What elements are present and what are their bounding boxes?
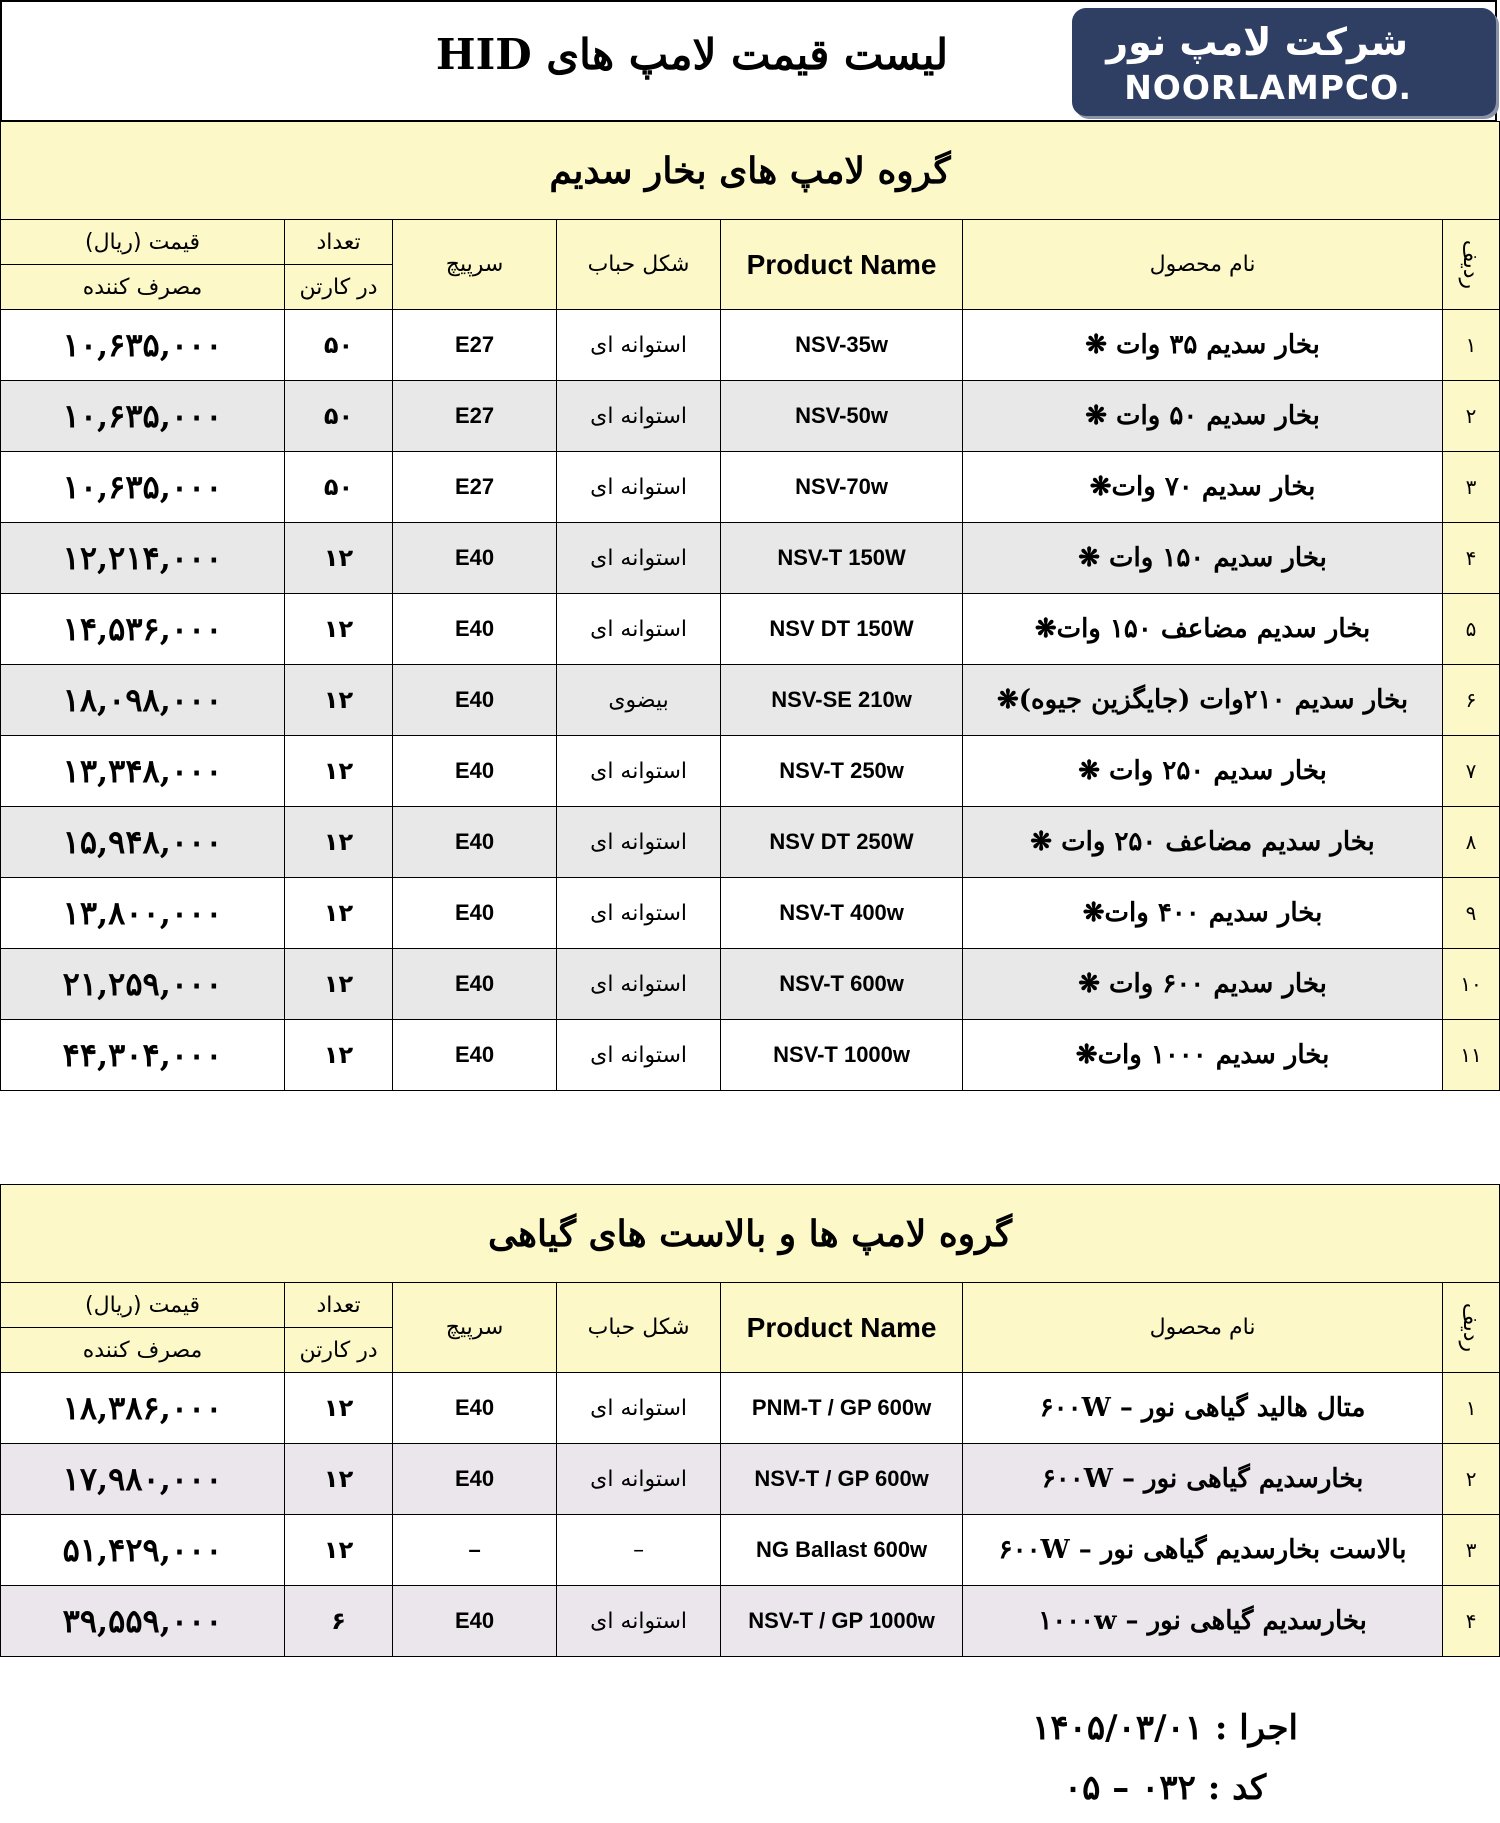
row-number: ۲ (1443, 1444, 1500, 1515)
table-row (1, 452, 1500, 523)
product-name-en: PNM-T / GP 600w (721, 1373, 963, 1444)
bulb-shape: استوانه ای (557, 1373, 721, 1444)
group-title: گروه لامپ های بخار سدیم (1, 122, 1500, 220)
base-type: – (393, 1515, 557, 1586)
carton-qty: ۱۲ (285, 807, 393, 878)
carton-qty: ۵۰ (285, 452, 393, 523)
effective-date: اجرا : ۱۴۰۵/۰۳/۰۱ (1032, 1708, 1298, 1748)
bulb-shape: استوانه ای (557, 878, 721, 949)
product-name-en: NSV-T 400w (721, 878, 963, 949)
base-type: E40 (393, 1444, 557, 1515)
bulb-shape: – (557, 1515, 721, 1586)
group-title: گروه لامپ ها و بالاست های گیاهی (1, 1185, 1500, 1283)
carton-qty: ۶ (285, 1586, 393, 1657)
consumer-price: ۱۰,۶۳۵,۰۰۰ (1, 310, 285, 381)
consumer-price: ۱۳,۳۴۸,۰۰۰ (1, 736, 285, 807)
bulb-shape: استوانه ای (557, 594, 721, 665)
carton-qty: ۱۲ (285, 523, 393, 594)
col-product-name-en: Product Name (721, 1283, 963, 1373)
row-number: ۱۱ (1443, 1020, 1500, 1091)
product-name-en: NSV-50w (721, 381, 963, 452)
base-type: E27 (393, 452, 557, 523)
row-number: ۷ (1443, 736, 1500, 807)
row-number: ۱ (1443, 1373, 1500, 1444)
row-number: ۱۰ (1443, 949, 1500, 1020)
table-row (1, 949, 1500, 1020)
table-row (1, 523, 1500, 594)
company-logo (1072, 8, 1496, 116)
consumer-price: ۱۴,۵۳۶,۰۰۰ (1, 594, 285, 665)
product-name-en: NSV-T 1000w (721, 1020, 963, 1091)
carton-qty: ۱۲ (285, 949, 393, 1020)
table-row (1, 381, 1500, 452)
base-type: E40 (393, 807, 557, 878)
row-number: ۶ (1443, 665, 1500, 736)
carton-qty: ۱۲ (285, 1444, 393, 1515)
product-name-fa: بخار سدیم ۱۰۰۰ وات❋ (963, 1020, 1443, 1091)
col-price-top: قیمت (ریال) (1, 1283, 285, 1328)
row-number: ۲ (1443, 381, 1500, 452)
row-number: ۱ (1443, 310, 1500, 381)
product-name-en: NSV DT 250W (721, 807, 963, 878)
product-name-fa: بخار سدیم ۲۱۰وات (جایگزین جیوه)❋ (963, 665, 1443, 736)
product-name-en: NSV-T 250w (721, 736, 963, 807)
logo-text-fa: شرکت لامپ نور (1106, 20, 1408, 64)
bulb-shape: استوانه ای (557, 949, 721, 1020)
bulb-shape: استوانه ای (557, 523, 721, 594)
product-name-en: NSV-T 150W (721, 523, 963, 594)
base-type: E40 (393, 523, 557, 594)
col-bulb-shape: شکل حباب (557, 220, 721, 310)
document-code: کد : ۰۳۲ – ۰۵ (1063, 1768, 1267, 1808)
consumer-price: ۱۷,۹۸۰,۰۰۰ (1, 1444, 285, 1515)
carton-qty: ۵۰ (285, 310, 393, 381)
carton-qty: ۱۲ (285, 1515, 393, 1586)
consumer-price: ۱۰,۶۳۵,۰۰۰ (1, 381, 285, 452)
table-row (1, 1515, 1500, 1586)
product-name-fa: بخار سدیم ۱۵۰ وات ❋ (963, 523, 1443, 594)
col-product-name-fa: نام محصول (963, 220, 1443, 310)
consumer-price: ۱۲,۲۱۴,۰۰۰ (1, 523, 285, 594)
col-product-name-fa: نام محصول (963, 1283, 1443, 1373)
bulb-shape: استوانه ای (557, 736, 721, 807)
table-row (1, 1586, 1500, 1657)
bulb-shape: بیضوی (557, 665, 721, 736)
base-type: E40 (393, 1020, 557, 1091)
carton-qty: ۱۲ (285, 1020, 393, 1091)
product-name-fa: بخار سدیم ۳۵ وات ❋ (963, 310, 1443, 381)
row-number: ۳ (1443, 452, 1500, 523)
product-name-fa: بخار سدیم ۷۰ وات❋ (963, 452, 1443, 523)
product-name-fa: بخار سدیم ۴۰۰ وات❋ (963, 878, 1443, 949)
carton-qty: ۱۲ (285, 594, 393, 665)
product-name-en: NSV-35w (721, 310, 963, 381)
col-price-bottom: مصرف کننده (1, 265, 285, 310)
consumer-price: ۱۵,۹۴۸,۰۰۰ (1, 807, 285, 878)
product-name-en: NSV DT 150W (721, 594, 963, 665)
consumer-price: ۱۸,۰۹۸,۰۰۰ (1, 665, 285, 736)
row-number: ۹ (1443, 878, 1500, 949)
product-name-fa: متال هالید گیاهی نور – ۶۰۰W (963, 1373, 1443, 1444)
product-name-fa: بخار سدیم ۲۵۰ وات ❋ (963, 736, 1443, 807)
product-name-fa: بالاست بخارسدیم گیاهی نور – ۶۰۰W (963, 1515, 1443, 1586)
base-type: E40 (393, 594, 557, 665)
page-title: لیست قیمت لامپ های HID (435, 30, 949, 79)
base-type: E27 (393, 310, 557, 381)
carton-qty: ۱۲ (285, 878, 393, 949)
page-header (0, 0, 1497, 122)
consumer-price: ۴۴,۳۰۴,۰۰۰ (1, 1020, 285, 1091)
consumer-price: ۵۱,۴۲۹,۰۰۰ (1, 1515, 285, 1586)
base-type: E40 (393, 736, 557, 807)
row-number: ۳ (1443, 1515, 1500, 1586)
base-type: E40 (393, 878, 557, 949)
carton-qty: ۱۲ (285, 665, 393, 736)
product-name-fa: بخار سدیم ۶۰۰ وات ❋ (963, 949, 1443, 1020)
col-base: سرپیچ (393, 1283, 557, 1373)
table-row (1, 594, 1500, 665)
product-name-en: NSV-SE 210w (721, 665, 963, 736)
product-name-fa: بخارسدیم گیاهی نور – ۶۰۰W (963, 1444, 1443, 1515)
table-row (1, 878, 1500, 949)
col-price-top: قیمت (ریال) (1, 220, 285, 265)
table-row (1, 1373, 1500, 1444)
col-qty-top: تعداد (285, 220, 393, 265)
base-type: E27 (393, 381, 557, 452)
base-type: E40 (393, 949, 557, 1020)
product-name-fa: بخار سدیم مضاعف ۲۵۰ وات ❋ (963, 807, 1443, 878)
row-number: ۸ (1443, 807, 1500, 878)
carton-qty: ۵۰ (285, 381, 393, 452)
product-name-fa: بخار سدیم ۵۰ وات ❋ (963, 381, 1443, 452)
row-number: ۴ (1443, 1586, 1500, 1657)
consumer-price: ۳۹,۵۵۹,۰۰۰ (1, 1586, 285, 1657)
table-row (1, 665, 1500, 736)
consumer-price: ۱۸,۳۸۶,۰۰۰ (1, 1373, 285, 1444)
table-row (1, 736, 1500, 807)
col-qty-bottom: در کارتن (285, 1328, 393, 1373)
col-qty-bottom: در کارتن (285, 265, 393, 310)
product-name-en: NSV-T / GP 1000w (721, 1586, 963, 1657)
product-name-en: NSV-70w (721, 452, 963, 523)
bulb-shape: استوانه ای (557, 381, 721, 452)
col-bulb-shape: شکل حباب (557, 1283, 721, 1373)
col-row-number: ردیف (1443, 220, 1500, 310)
row-number: ۴ (1443, 523, 1500, 594)
product-name-en: NSV-T 600w (721, 949, 963, 1020)
col-qty-top: تعداد (285, 1283, 393, 1328)
row-number: ۵ (1443, 594, 1500, 665)
col-base: سرپیچ (393, 220, 557, 310)
base-type: E40 (393, 1586, 557, 1657)
product-name-fa: بخار سدیم مضاعف ۱۵۰ وات❋ (963, 594, 1443, 665)
base-type: E40 (393, 1373, 557, 1444)
table-row (1, 310, 1500, 381)
consumer-price: ۱۳,۸۰۰,۰۰۰ (1, 878, 285, 949)
carton-qty: ۱۲ (285, 1373, 393, 1444)
col-product-name-en: Product Name (721, 220, 963, 310)
consumer-price: ۲۱,۲۵۹,۰۰۰ (1, 949, 285, 1020)
bulb-shape: استوانه ای (557, 1020, 721, 1091)
carton-qty: ۱۲ (285, 736, 393, 807)
consumer-price: ۱۰,۶۳۵,۰۰۰ (1, 452, 285, 523)
plant-lamps-rows (1, 1373, 1500, 1657)
sodium-lamps-rows (1, 310, 1500, 1091)
logo-text-en: NOORLAMPCO. (1124, 68, 1412, 107)
table-row (1, 1020, 1500, 1091)
table-row (1, 1444, 1500, 1515)
table-row (1, 807, 1500, 878)
col-row-number: ردیف (1443, 1283, 1500, 1373)
bulb-shape: استوانه ای (557, 310, 721, 381)
plant-lamps-table (0, 1184, 1500, 1657)
col-price-bottom: مصرف کننده (1, 1328, 285, 1373)
base-type: E40 (393, 665, 557, 736)
product-name-en: NSV-T / GP 600w (721, 1444, 963, 1515)
sodium-lamps-table (0, 121, 1500, 1091)
product-name-fa: بخارسدیم گیاهی نور – ۱۰۰۰w (963, 1586, 1443, 1657)
bulb-shape: استوانه ای (557, 452, 721, 523)
bulb-shape: استوانه ای (557, 1444, 721, 1515)
bulb-shape: استوانه ای (557, 807, 721, 878)
product-name-en: NG Ballast 600w (721, 1515, 963, 1586)
bulb-shape: استوانه ای (557, 1586, 721, 1657)
